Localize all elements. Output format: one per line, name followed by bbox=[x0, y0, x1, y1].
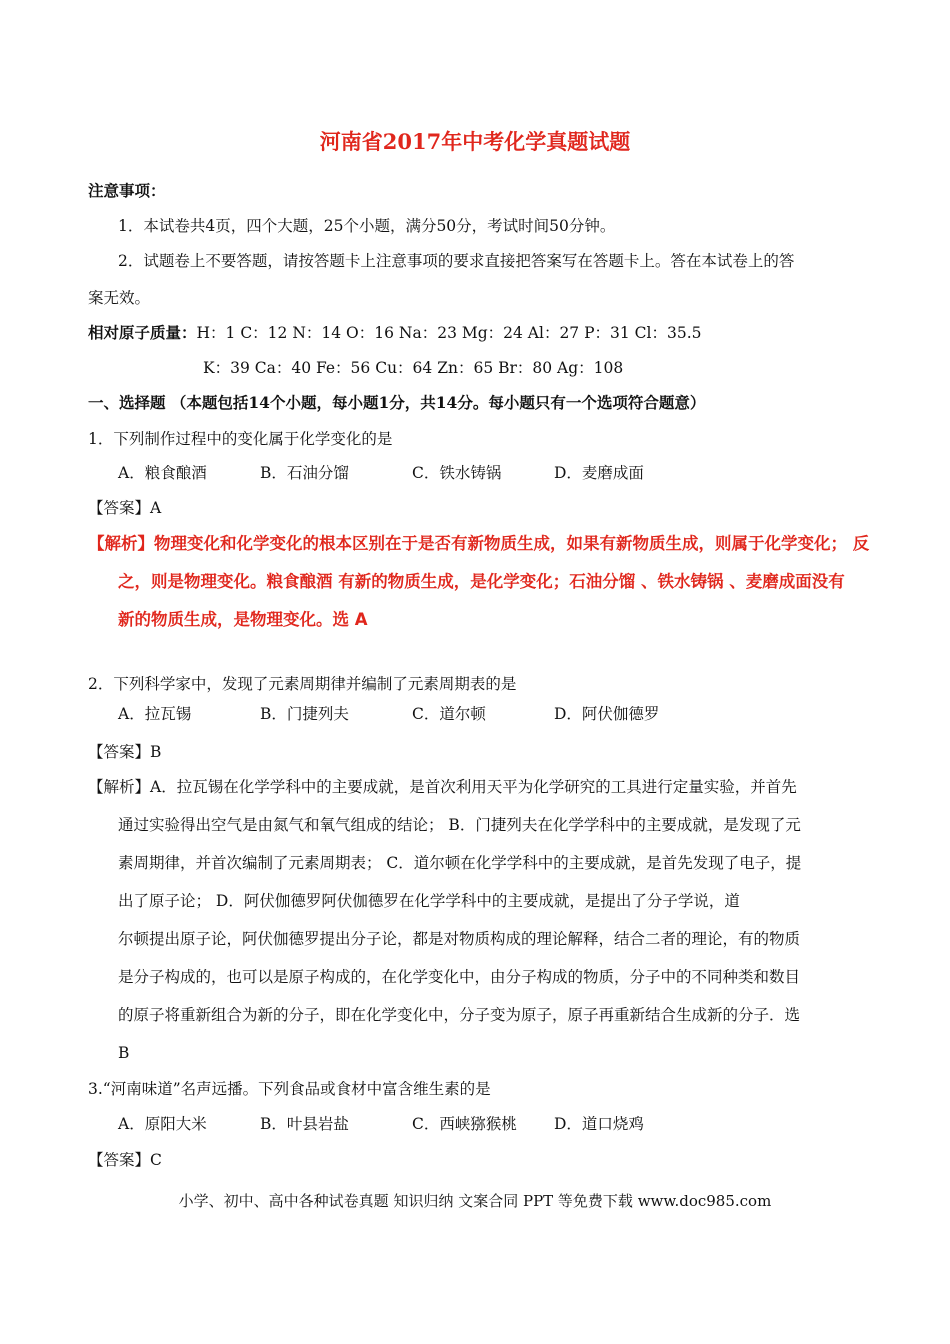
q2-option-c: C．道尔顿 bbox=[412, 705, 486, 723]
notice-item-2: 2．试题卷上不要答题，请按答题卡上注意事项的要求直接把答案写在答题卡上。答在本试卷上的答 bbox=[118, 252, 795, 270]
q1-option-d: D．麦磨成面 bbox=[554, 464, 644, 482]
q3-option-c: C．西峡猕猴桃 bbox=[412, 1115, 517, 1133]
q2-option-d: D．阿伏伽德罗 bbox=[554, 705, 660, 723]
q1-option-c: C．铁水铸锅 bbox=[412, 464, 502, 482]
q1-option-a: A．粮食酿酒 bbox=[118, 464, 207, 482]
q2-stem: 2．下列科学家中，发现了元素周期律并编制了元素周期表的是 bbox=[88, 675, 517, 693]
q2-analysis-4: 出了原子论； D．阿伏伽德罗阿伏伽德罗在化学学科中的主要成就，是提出了分子学说，道 bbox=[118, 892, 740, 910]
q1-analysis-1: 【解析】物理变化和化学变化的根本区别在于是否有新物质生成，如果有新物质生成，则属于化学变化； 反 bbox=[88, 534, 870, 553]
q1-options bbox=[118, 462, 718, 484]
q2-analysis-5: 尔顿提出原子论，阿伏伽德罗提出分子论，都是对物质构成的理论解释，结合二者的理论，有的物质 bbox=[118, 930, 801, 948]
q2-analysis-8: B bbox=[118, 1044, 130, 1062]
q3-answer: 【答案】C bbox=[88, 1151, 162, 1169]
q2-option-b: B．门捷列夫 bbox=[260, 705, 349, 723]
q2-analysis-1: 【解析】A．拉瓦锡在化学学科中的主要成就，是首次利用天平为化学研究的工具进行定量实验，并首先 bbox=[88, 778, 797, 796]
q3-option-d: D．道口烧鸡 bbox=[554, 1115, 644, 1133]
q1-stem: 1．下列制作过程中的变化属于化学变化的是 bbox=[88, 430, 393, 448]
q2-options bbox=[118, 703, 718, 725]
notice-heading: 注意事项： bbox=[88, 181, 166, 200]
page-footer: 小学、初中、高中各种试卷真题 知识归纳 文案合同 PPT 等免费下载 www.doc985.com bbox=[178, 1192, 772, 1210]
q2-analysis-6: 是分子构成的，也可以是原子构成的，在化学变化中，由分子构成的物质，分子中的不同种类和数目 bbox=[118, 968, 801, 986]
q3-option-a: A．原阳大米 bbox=[118, 1115, 207, 1133]
section-heading: 一、选择题 （本题包括14个小题，每小题1分，共14分。每小题只有一个选项符合题意） bbox=[88, 393, 706, 412]
q2-analysis-3: 素周期律，并首次编制了元素周期表； C．道尔顿在化学学科中的主要成就，是首先发现了电子，提 bbox=[118, 854, 802, 872]
q1-analysis-3: 新的物质生成，是物理变化。选 A bbox=[118, 610, 368, 629]
atomic-mass-line-2: K：39 Ca：40 Fe：56 Cu：64 Zn：65 Br：80 Ag：108 bbox=[203, 359, 624, 377]
q3-option-b: B．叶县岩盐 bbox=[260, 1115, 349, 1133]
q1-answer: 【答案】A bbox=[88, 499, 162, 517]
atomic-mass-line-1 bbox=[88, 322, 702, 344]
q2-analysis-2: 通过实验得出空气是由氮气和氧气组成的结论； B．门捷列夫在化学学科中的主要成就，是发现了元 bbox=[118, 816, 801, 834]
q2-analysis-7: 的原子将重新组合为新的分子，即在化学变化中，分子变为原子，原子再重新结合生成新的分子．选 bbox=[118, 1006, 801, 1024]
q1-analysis-2: 之，则是物理变化。粮食酿酒 有新的物质生成，是化学变化；石油分馏 、铁水铸锅 、麦磨成面没有 bbox=[118, 572, 845, 591]
notice-item-1: 1．本试卷共4页，四个大题，25个小题，满分50分，考试时间50分钟。 bbox=[118, 217, 616, 235]
atomic-mass-label: 相对原子质量： bbox=[88, 323, 197, 342]
q1-option-b: B．石油分馏 bbox=[260, 464, 349, 482]
notice-item-2-cont: 案无效。 bbox=[88, 289, 151, 307]
atomic-mass-values-1: H：1 C：12 N：14 O：16 Na：23 Mg：24 Al：27 P：31 Cl：35.5 bbox=[196, 324, 702, 342]
q2-option-a: A．拉瓦锡 bbox=[118, 705, 192, 723]
q3-options bbox=[118, 1113, 718, 1135]
q2-answer: 【答案】B bbox=[88, 743, 162, 761]
page-title: 河南省2017年中考化学真题试题 bbox=[319, 129, 631, 154]
q3-stem: 3.“河南味道”名声远播。下列食品或食材中富含维生素的是 bbox=[88, 1080, 491, 1098]
